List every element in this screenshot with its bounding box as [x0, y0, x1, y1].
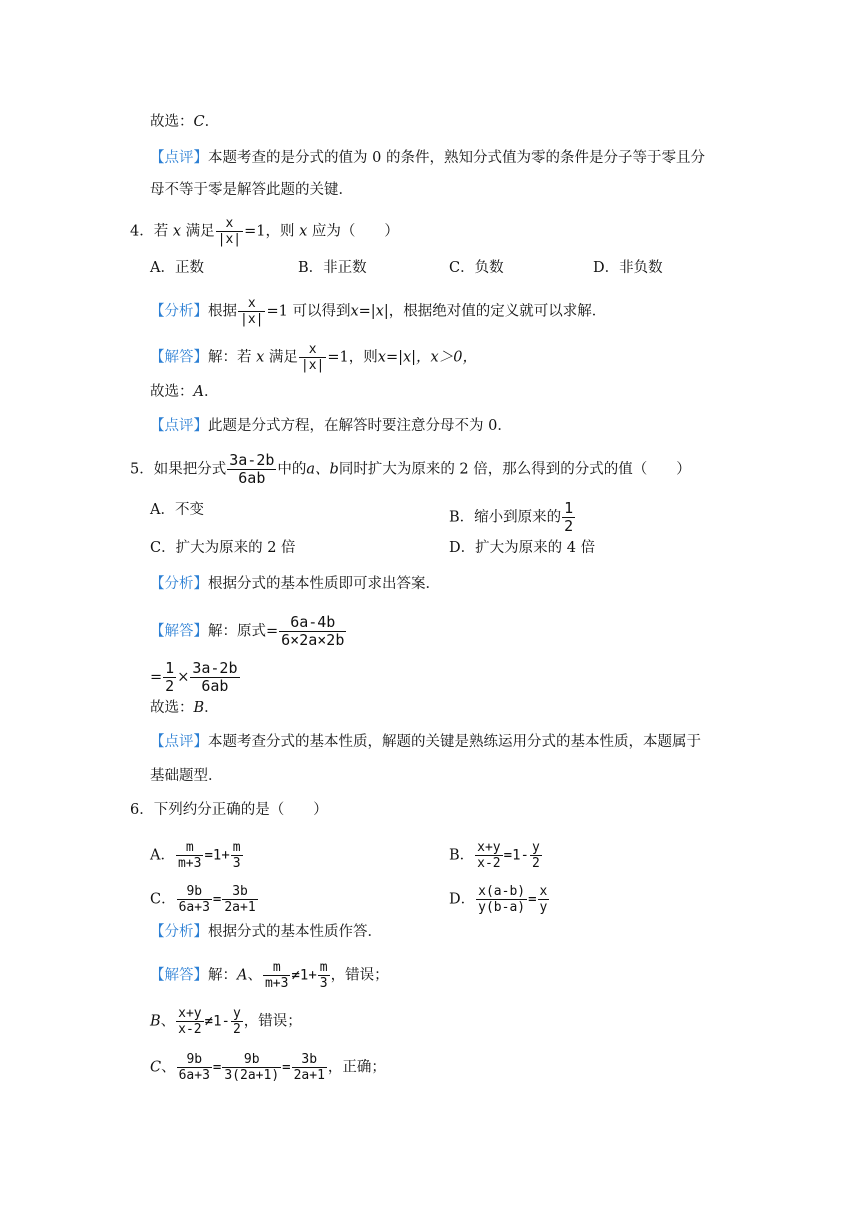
option-b: B．非正数 [298, 260, 367, 276]
fraction: $\frac{1}{2}$ [165, 659, 175, 695]
fraction: $\frac{x}{|x|}$ [240, 296, 264, 327]
option-c: C．负数 [449, 260, 504, 276]
question-5-stem: 5．如果把分式 $\frac{3a-2b}{6ab}$ 中的a、b同时扩大为原来的 2 倍，那么得到的分式的值（ ） [130, 451, 691, 487]
option-a: A．不变 [150, 502, 204, 518]
fraction: $\frac{m}{m+3}$ [264, 960, 289, 991]
solution-line-q6-c: C、 $\frac{9b}{6a+3}$ = $\frac{9b}{3(2a+1)}$ = $\frac{3b}{2a+1}$ ，正确； [150, 1052, 386, 1083]
fraction: $\frac{x+y}{x-2}$ [477, 840, 501, 871]
option-d: D．非负数 [593, 260, 663, 276]
fraction: $\frac{3b}{2a+1}$ [293, 1052, 325, 1083]
fraction: $\frac{3a-2b}{6ab}$ [192, 659, 238, 695]
option-a: A．正数 [150, 260, 204, 276]
fraction: $\frac{9b}{6a+3}$ [178, 884, 210, 915]
comment-tag: 【点评】 [150, 734, 208, 750]
comment-tag: 【点评】 [150, 418, 208, 434]
answer-line-q5: 故选：B． [150, 700, 219, 716]
fraction: $\frac{x}{|x|}$ [217, 216, 242, 247]
question-6-stem: 6．下列约分正确的是（ ） [130, 802, 328, 818]
solution-tag: 【解答】 [150, 349, 208, 366]
comment-line-q5: 【点评】本题考查分式的基本性质，解题的关键是熟练运用分式的基本性质，本题属于 [150, 734, 701, 750]
option-b: B．缩小到原来的 $\frac{1}{2}$ [449, 499, 574, 535]
fraction: $\frac{3b}{2a+1}$ [224, 884, 256, 915]
fraction: $\frac{x(a-b)}{y(b-a)}$ [478, 884, 526, 915]
fraction: $\frac{x}{|x|}$ [300, 342, 325, 373]
comment-line-top: 【点评】本题考查的是分式的值为 0 的条件，熟知分式值为零的条件是分子等于零且分 [150, 150, 705, 166]
analysis-tag: 【分析】 [150, 576, 208, 592]
analysis-tag: 【分析】 [150, 924, 208, 940]
option-c: C． $\frac{9b}{6a+3}$ = $\frac{3b}{2a+1}$ [150, 884, 256, 915]
comment-line-q5-2: 基础题型． [150, 768, 223, 784]
analysis-line-q4: 【分析】根据 $\frac{x}{|x|}$ =1 可以得到x=|x|，根据绝对值的定义就可以求解． [150, 296, 607, 327]
option-d: D．扩大为原来的 4 倍 [449, 540, 596, 556]
fraction: $\frac{9b}{3(2a+1)}$ [224, 1052, 280, 1083]
comment-line-q4: 【点评】此题是分式方程，在解答时要注意分母不为 0． [150, 418, 512, 434]
solution-step-q5: = $\frac{1}{2}$ × $\frac{3a-2b}{6ab}$ [150, 659, 238, 695]
question-4-stem: 4．若 x 满足 $\frac{x}{|x|}$ =1，则 x 应为（ ） [130, 216, 399, 247]
fraction: $\frac{3a-2b}{6ab}$ [229, 451, 275, 487]
solution-line-q5: 【解答】解：原式= $\frac{6a-4b}{6\times 2a\times 2b}$ [150, 613, 345, 649]
fraction: $\frac{6a-4b}{6\times 2a\times 2b}$ [281, 613, 345, 649]
solution-tag: 【解答】 [150, 967, 208, 984]
fraction: $\frac{m}{3}$ [232, 840, 241, 871]
solution-tag: 【解答】 [150, 623, 208, 640]
solution-line-q6-b: B、 $\frac{x+y}{x-2}$ ≠1- $\frac{y}{2}$ ，错误； [150, 1006, 302, 1037]
comment-line-top-2: 母不等于零是解答此题的关键． [150, 182, 353, 198]
fraction: $\frac{x+y}{x-2}$ [178, 1006, 202, 1037]
option-a: A． $\frac{m}{m+3}$ =1+ $\frac{m}{3}$ [150, 840, 241, 871]
fraction: $\frac{9b}{6a+3}$ [178, 1052, 210, 1083]
analysis-tag: 【分析】 [150, 303, 208, 320]
option-d: D． $\frac{x(a-b)}{y(b-a)}$ = $\frac{x}{y}$ [449, 884, 548, 915]
analysis-line-q6: 【分析】根据分式的基本性质作答． [150, 924, 382, 940]
solution-line-q4: 【解答】解：若 x 满足 $\frac{x}{|x|}$ =1，则x=|x|，x＞0， [150, 342, 477, 373]
comment-tag: 【点评】 [150, 150, 208, 166]
solution-line-q6-a: 【解答】解：A、 $\frac{m}{m+3}$ ≠1+ $\frac{m}{3}$ ，错误； [150, 960, 389, 991]
fraction: $\frac{m}{m+3}$ [177, 840, 202, 871]
analysis-line-q5: 【分析】根据分式的基本性质即可求出答案． [150, 576, 440, 592]
fraction: $\frac{y}{2}$ [232, 1006, 241, 1037]
fraction: $\frac{1}{2}$ [564, 499, 574, 535]
fraction: $\frac{y}{2}$ [531, 840, 540, 871]
option-b: B． $\frac{x+y}{x-2}$ =1- $\frac{y}{2}$ [449, 840, 540, 871]
fraction: $\frac{x}{y}$ [539, 884, 548, 915]
answer-line-q4: 故选：A． [150, 384, 219, 400]
answer-line-top: 故选：C． [150, 114, 220, 130]
option-c: C．扩大为原来的 2 倍 [150, 540, 296, 556]
fraction: $\frac{m}{3}$ [319, 960, 328, 991]
